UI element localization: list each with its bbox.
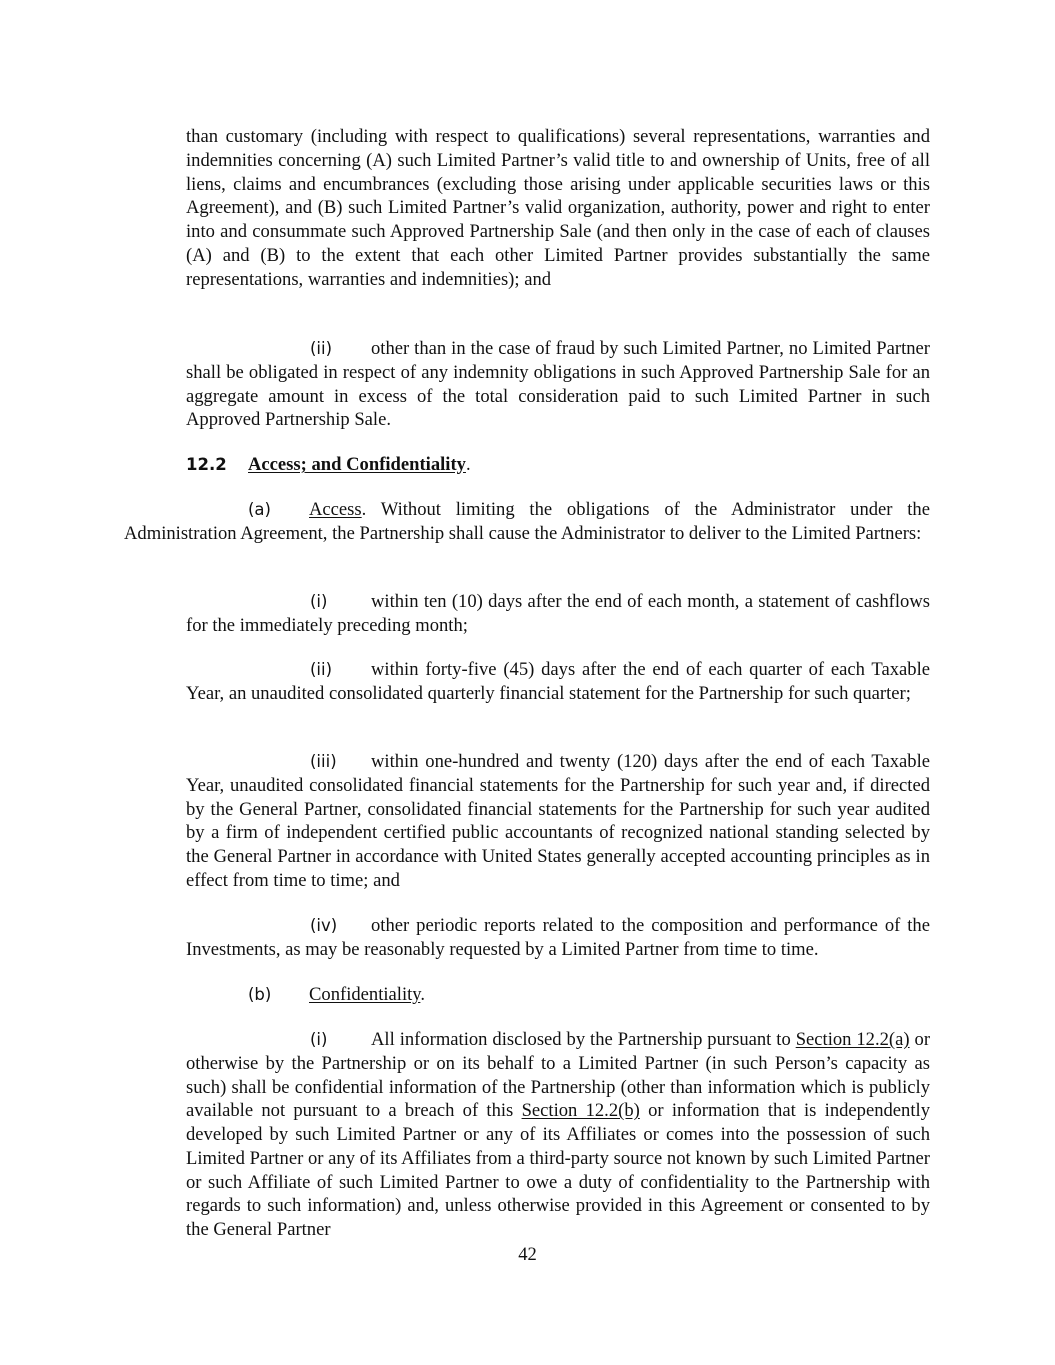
- subsection-a-access: [124, 498, 930, 546]
- clause-marker: (iv): [310, 916, 338, 935]
- subsection-marker: (b): [248, 985, 272, 1004]
- clause-marker: (ii): [310, 660, 333, 679]
- clause-text: other periodic reports related to the composition and performance of the Investments, as may be reasonably requested by a Limited Partner from time to time.: [186, 915, 930, 960]
- section-number: 12.2: [186, 455, 227, 474]
- subsection-marker: (a): [248, 500, 271, 519]
- section-reference-12-2-b: Section 12.2(b): [521, 1100, 640, 1122]
- clause-text: other than in the case of fraud by such Limited Partner, no Limited Partner shall be obligated in respect of any indemnity obligations in such Approved Partnership Sale for an aggregate amount in excess of the total consideration paid to such Limited Partner in such Approved Partnership Sale.: [186, 338, 930, 431]
- subsection-title: Access: [309, 499, 362, 520]
- clause-text-part-3: or information that is independently developed by such Limited Partner or any of its Affiliates or comes into the possession of such Limited Partner or any of its Affiliates from a third-party source not known by such Limited Partner or such Affiliate of such Limited Partner to owe a duty of confidentiality to the Partnership with regards to such information) and, unless otherwise provided in this Agreement or consented to by the General Partner: [186, 1100, 930, 1240]
- clause-marker: (i): [310, 1030, 328, 1049]
- page-number: 42: [518, 1244, 537, 1265]
- section-heading: [186, 453, 930, 477]
- section-title: Access; and Confidentiality: [248, 454, 466, 475]
- access-item-i: [186, 590, 930, 638]
- clause-text-part-2: or otherwise by the Partnership or on its behalf to a Limited Partner (in such Person’s capacity as such) shall be confidential information of the Partnership (other than information which is publicly available not pursuant to a breach of this: [186, 1029, 931, 1122]
- clause-marker: (ii): [310, 339, 333, 358]
- access-item-iii: [186, 750, 930, 893]
- clause-marker: (i): [310, 592, 328, 611]
- subsection-text: . Without limiting the obligations of the Administrator under the Administration Agreement, the Partnership shall cause the Administrator to deliver to the Limited Partners:: [124, 499, 930, 544]
- continuation-paragraph: than customary (including with respect to qualifications) several representations, warranties and indemnities concerning (A) such Limited Partner’s valid title to and ownership of Units, free of all liens, claims and encumbrances (excluding those arising under applicable securities laws or this Agreement), and (B) such Limited Partner’s valid organization, authority, power and right to enter into and consummate such Approved Partnership Sale (and then only in the case of each of clauses (A) and (B) to the extent that each other Limited Partner provides substantially the same representations, warranties and indemnities); and: [186, 126, 930, 290]
- clause-marker: (iii): [310, 752, 337, 771]
- subsection-title: Confidentiality: [309, 984, 421, 1005]
- section-title-suffix: .: [465, 454, 471, 475]
- subsection-title-suffix: .: [420, 984, 426, 1005]
- subsection-b-confidentiality: [186, 983, 930, 1007]
- section-reference-12-2-a: Section 12.2(a): [795, 1029, 910, 1050]
- access-item-ii: [186, 658, 930, 706]
- clause-text: within ten (10) days after the end of each month, a statement of cashflows for the immediately preceding month;: [186, 591, 930, 636]
- clause-text: within one-hundred and twenty (120) days after the end of each Taxable Year, unaudited consolidated financial statements for the Partnership for such year and, if directed by the General Partner, consolidated financial statements for the Partnership for such year audited by a firm of independent certified public accountants of recognized national standing selected by the General Partner in accordance with United States generally accepted accounting principles as in effect from time to time; and: [186, 751, 930, 891]
- access-item-iv: [186, 914, 930, 962]
- clause-text-part-1: All information disclosed by the Partnership pursuant to: [371, 1029, 791, 1050]
- confidentiality-item-i: [186, 1028, 930, 1242]
- clause-ii-indemnity-cap: [186, 337, 930, 432]
- clause-text: within forty-five (45) days after the end of each quarter of each Taxable Year, an unaudited consolidated quarterly financial statement for the Partnership for such quarter;: [186, 659, 930, 704]
